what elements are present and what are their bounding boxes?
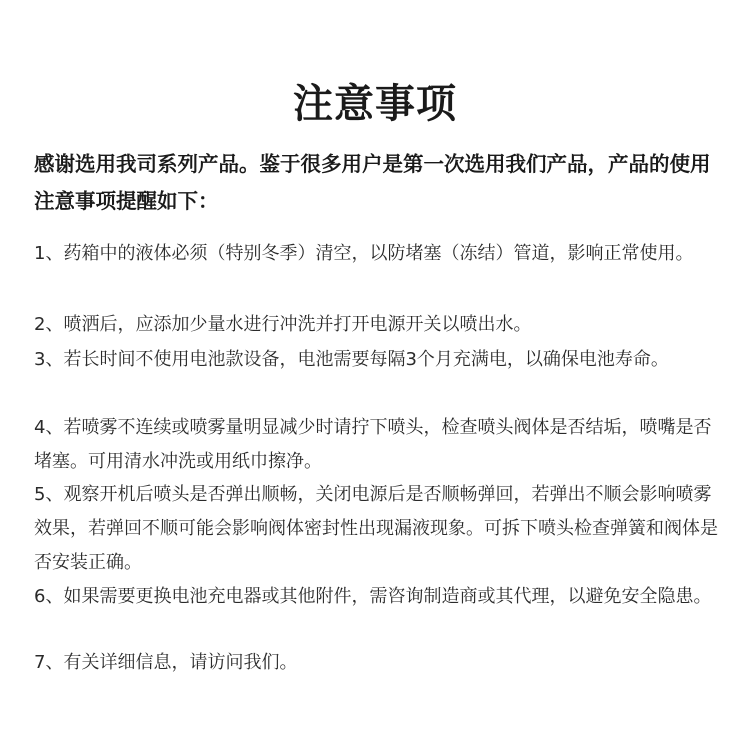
notice-list — [34, 237, 724, 680]
notice-item-7: 7、有关详细信息，请访问我们。 — [34, 652, 298, 673]
intro-paragraph: 感谢选用我司系列产品。鉴于很多用户是第一次选用我们产品，产品的使用注意事项提醒如下： — [34, 152, 711, 213]
page-title: 注意事项 — [293, 81, 457, 127]
notice-item-2: 2、喷洒后，应添加少量水进行冲洗并打开电源开关以喷出水。 — [34, 314, 532, 335]
notice-item-6: 6、如果需要更换电池充电器或其他附件，需咨询制造商或其代理，以避免安全隐患。 — [34, 586, 712, 607]
notice-item-5: 5、观察开机后喷头是否弹出顺畅，关闭电源后是否顺畅弹回，若弹出不顺会影响喷雾效果，若弹回不顺可能会影响阀体密封性出现漏液现象。可拆下喷头检查弹簧和阀体是否安装正确。 — [34, 484, 718, 573]
notice-item-1: 1、药箱中的液体必须（特别冬季）清空，以防堵塞（冻结）管道，影响正常使用。 — [34, 243, 694, 264]
notice-item-3: 3、若长时间不使用电池款设备，电池需要每隔3个月充满电，以确保电池寿命。 — [34, 349, 669, 370]
notice-item-4: 4、若喷雾不连续或喷雾量明显减少时请拧下喷头，检查喷头阀体是否结垢，喷嘴是否堵塞。可用清水冲洗或用纸巾擦净。 — [34, 417, 712, 472]
